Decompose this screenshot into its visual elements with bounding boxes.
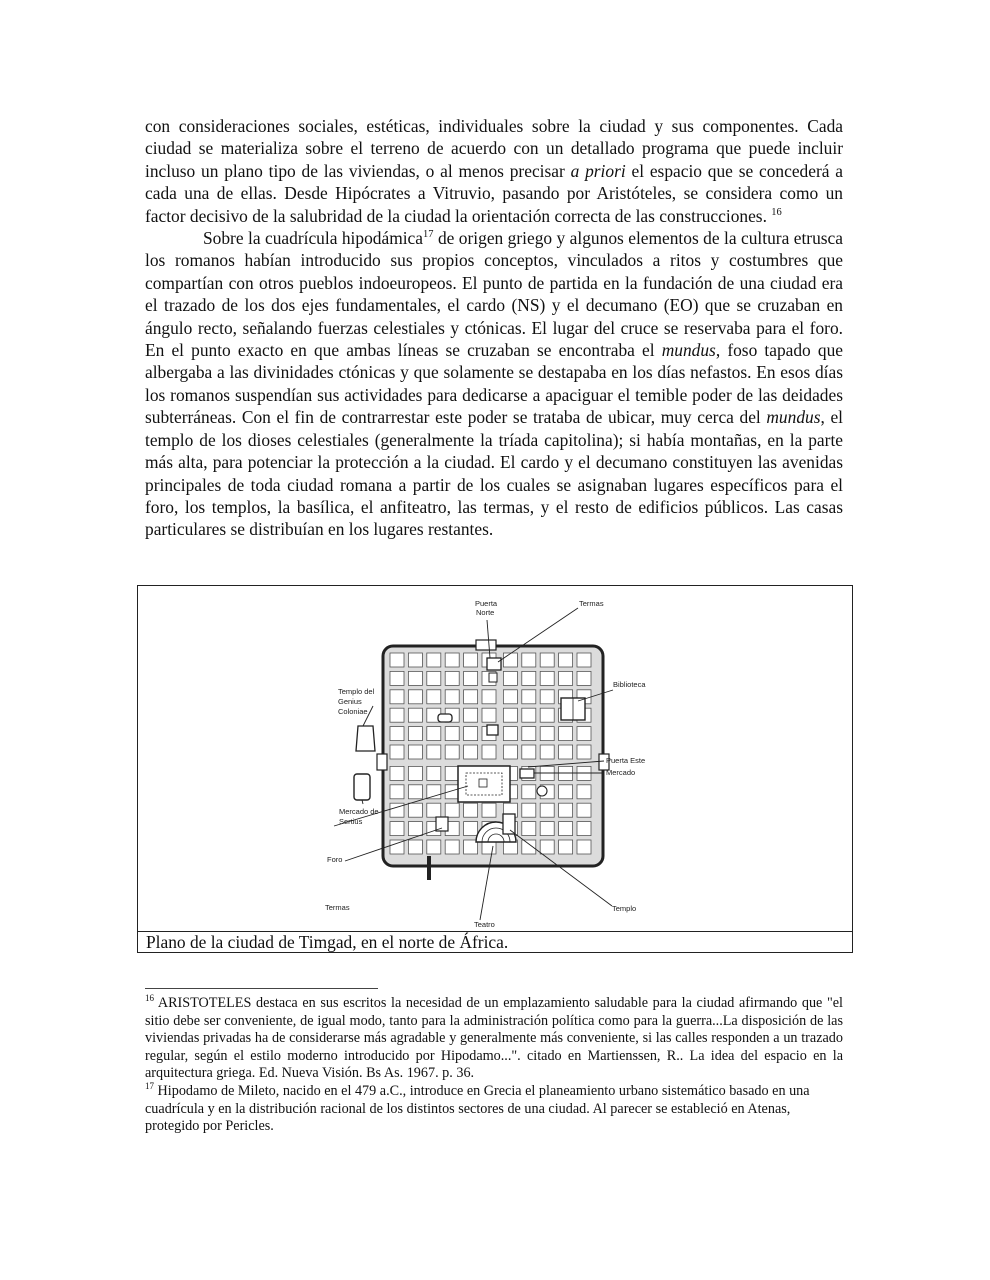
city-block bbox=[427, 785, 441, 799]
city-block bbox=[577, 727, 591, 741]
paragraph-2-text-b: de origen griego y algunos elementos de la cultura etrusca los romanos habían introducido sus propios conceptos, vinculados a ritos y costumbres que compartían con otros pueblos indoeuropeos. El punto de partida en la fundación de una ciudad era el trazado de los dos ejes fundamentales, el cardo (NS) y el decumano (EO) que se cruzaban en ángulo recto, señalando fuerzas celestiales y ctónicas. El lugar del cruce se reservaba para el foro. En el punto exacto en que ambas líneas se cruzaban se encontraba el bbox=[145, 228, 843, 361]
body-text bbox=[145, 115, 843, 541]
city-block bbox=[482, 745, 496, 759]
west-gate bbox=[377, 754, 387, 770]
city-block bbox=[540, 671, 554, 685]
paragraph-2-text-a: Sobre la cuadrícula hipodámica bbox=[203, 228, 423, 249]
city-block bbox=[390, 708, 404, 722]
city-block bbox=[445, 690, 459, 704]
paragraph-2 bbox=[145, 227, 843, 541]
timgad-plan-image bbox=[138, 586, 852, 931]
city-block bbox=[540, 653, 554, 667]
city-block bbox=[445, 803, 459, 817]
north-baths-annex bbox=[489, 673, 497, 682]
city-block bbox=[427, 727, 441, 741]
timgad-plan-cell bbox=[138, 586, 852, 932]
label-mercado-sertius-2: Sertius bbox=[339, 817, 363, 826]
city-block bbox=[464, 727, 478, 741]
city-block bbox=[427, 840, 441, 854]
label-termas-bottom: Termas bbox=[325, 903, 350, 912]
paragraph-2-italic-mundus-1: mundus bbox=[661, 340, 716, 361]
city-block bbox=[464, 653, 478, 667]
city-block bbox=[577, 671, 591, 685]
city-block bbox=[408, 840, 422, 854]
city-block bbox=[522, 653, 536, 667]
city-block bbox=[522, 822, 536, 836]
city-block bbox=[464, 690, 478, 704]
small-building bbox=[438, 714, 452, 722]
temple-building bbox=[503, 814, 515, 834]
footnote-16 bbox=[145, 995, 843, 1083]
city-block bbox=[522, 727, 536, 741]
label-templo-genius-1: Templo del bbox=[338, 687, 375, 696]
city-block bbox=[522, 803, 536, 817]
footnote-17-marker: 17 bbox=[145, 1080, 154, 1091]
north-baths-building bbox=[487, 658, 501, 670]
city-block bbox=[427, 803, 441, 817]
city-block bbox=[464, 822, 478, 836]
label-puerta-este: Puerta Este bbox=[606, 756, 646, 765]
label-mercado: Mercado bbox=[606, 768, 636, 777]
city-block bbox=[408, 822, 422, 836]
label-biblioteca: Biblioteca bbox=[613, 680, 646, 689]
city-block bbox=[445, 766, 459, 780]
city-block bbox=[559, 671, 573, 685]
footnote-17 bbox=[145, 1080, 843, 1136]
city-block bbox=[408, 690, 422, 704]
city-block bbox=[522, 671, 536, 685]
footnote-16-marker: 16 bbox=[145, 993, 154, 1003]
city-block bbox=[540, 745, 554, 759]
footnote-ref-16[interactable]: 16 bbox=[771, 206, 782, 218]
city-block bbox=[503, 690, 517, 704]
city-block bbox=[390, 785, 404, 799]
figure-table bbox=[137, 585, 853, 953]
city-block bbox=[540, 840, 554, 854]
paragraph-1-text-b: el espacio que se concederá a cada una de ellas. Desde Hipócrates a Vitruvio, pasando por Aristóteles, se considera como un factor decisivo de la salubridad de la ciudad la orientación correcta de las construcciones. bbox=[145, 160, 843, 226]
footnotes bbox=[145, 995, 843, 1136]
south-wall-marker bbox=[427, 856, 431, 880]
paragraph-2-text-d: , el templo de los dioses celestiales (generalmente la tríada capitolina); si había montañas, en la parte más alta, para potenciar la protección a la ciudad. El cardo y el decumano constituyen las avenidas principales de toda ciudad romana a partir de los cuales se asignaban lugares específicos para el foro, los templos, la basílica, el anfiteatro, las termas, y el resto de edificios públicos. Las casas particulares se distribuían en los lugares restantes. bbox=[145, 407, 843, 540]
city-block bbox=[408, 708, 422, 722]
city-block bbox=[464, 803, 478, 817]
footnote-ref-17[interactable]: 17 bbox=[423, 229, 434, 241]
label-templo-genius-3: Coloniae bbox=[338, 707, 368, 716]
city-block bbox=[503, 708, 517, 722]
label-mercado-sertius-1: Mercado de bbox=[339, 807, 379, 816]
paragraph-2-italic-mundus-2: mundus bbox=[766, 407, 821, 428]
city-block bbox=[445, 745, 459, 759]
city-block bbox=[427, 671, 441, 685]
city-block bbox=[427, 690, 441, 704]
city-block bbox=[390, 690, 404, 704]
city-block bbox=[390, 745, 404, 759]
paragraph-1-text-a: con consideraciones sociales, estéticas, individuales sobre la ciudad y sus componentes. Cada ciudad se materializa sobre el terreno de acuerdo con un detallado programa que puede incluir incluso un plano tipo de las viviendas, o al menos precisar bbox=[145, 116, 843, 181]
city-block bbox=[577, 803, 591, 817]
city-block bbox=[503, 653, 517, 667]
city-block bbox=[522, 745, 536, 759]
city-block bbox=[445, 653, 459, 667]
city-block bbox=[559, 745, 573, 759]
city-block bbox=[522, 690, 536, 704]
city-block bbox=[540, 690, 554, 704]
figure-caption: Plano de la ciudad de Timgad, en el norte de África. bbox=[146, 932, 509, 952]
city-block bbox=[559, 727, 573, 741]
city-block bbox=[390, 822, 404, 836]
east-market-building bbox=[520, 769, 534, 778]
city-block bbox=[577, 822, 591, 836]
city-block bbox=[503, 671, 517, 685]
city-block bbox=[522, 785, 536, 799]
label-puerta-norte-1: Puerta bbox=[475, 599, 498, 608]
footnote-16-text: ARISTOTELES destaca en sus escritos la necesidad de un emplazamiento saludable para la ciudad afirmando que "el sitio debe ser conveniente, de igual modo, tanto para la administración política como para la guerra...La disposición de las viviendas privadas ha de considerarse más agradable y generalmente más conveniente, si las calles responden a un trazado regular, según el estilo moderno introducido por Hipodamo...". citado en Martienssen, R.. La idea del espacio en la arquitectura griega. Ed. Nueva Visión. Bs As. 1967. p. 36. bbox=[145, 995, 843, 1082]
city-block bbox=[559, 803, 573, 817]
label-templo-genius-2: Genius bbox=[338, 697, 362, 706]
city-block bbox=[445, 727, 459, 741]
city-block bbox=[559, 822, 573, 836]
city-block bbox=[482, 708, 496, 722]
city-block bbox=[427, 745, 441, 759]
city-block bbox=[522, 840, 536, 854]
city-block bbox=[464, 708, 478, 722]
city-block bbox=[482, 803, 496, 817]
label-puerta-norte-2: Norte bbox=[476, 608, 495, 617]
city-block bbox=[559, 653, 573, 667]
city-block bbox=[445, 671, 459, 685]
small-temple bbox=[487, 725, 498, 735]
city-block bbox=[408, 671, 422, 685]
city-block bbox=[408, 766, 422, 780]
city-block bbox=[540, 822, 554, 836]
city-block bbox=[390, 727, 404, 741]
south-building bbox=[436, 817, 448, 831]
city-block bbox=[464, 671, 478, 685]
city-block bbox=[577, 840, 591, 854]
city-block bbox=[540, 727, 554, 741]
city-block bbox=[445, 840, 459, 854]
footnote-separator bbox=[145, 988, 378, 989]
market-rotunda bbox=[537, 786, 547, 796]
city-block bbox=[559, 840, 573, 854]
city-block bbox=[408, 803, 422, 817]
city-block bbox=[540, 708, 554, 722]
north-gate bbox=[476, 640, 496, 650]
city-block bbox=[503, 745, 517, 759]
genius-temple-building bbox=[356, 726, 375, 751]
paragraph-1-italic: a priori bbox=[570, 160, 626, 181]
forum-center bbox=[479, 779, 487, 787]
city-block bbox=[540, 803, 554, 817]
city-block bbox=[390, 671, 404, 685]
city-block bbox=[577, 785, 591, 799]
paragraph-1 bbox=[145, 115, 843, 227]
city-block bbox=[577, 653, 591, 667]
city-block bbox=[503, 727, 517, 741]
city-block bbox=[427, 766, 441, 780]
label-termas-top: Termas bbox=[579, 599, 604, 608]
city-block bbox=[390, 766, 404, 780]
city-block bbox=[408, 745, 422, 759]
footnote-17-text: Hipodamo de Mileto, nacido en el 479 a.C., introduce en Grecia el planeamiento urbano sistemático basado en una cuadrícula y en la distribución racional de los distintos sectores de una ciudad. Al parecer se estableció en Atenas, protegido por Pericles. bbox=[145, 1082, 810, 1135]
label-teatro: Teatro bbox=[474, 920, 495, 929]
sertius-market-building bbox=[354, 774, 370, 800]
label-foro: Foro bbox=[327, 855, 343, 864]
city-block bbox=[464, 745, 478, 759]
label-templo: Templo bbox=[612, 904, 637, 913]
city-block bbox=[408, 727, 422, 741]
city-block bbox=[408, 653, 422, 667]
city-block bbox=[559, 785, 573, 799]
city-block bbox=[427, 653, 441, 667]
city-block bbox=[522, 708, 536, 722]
city-block bbox=[408, 785, 422, 799]
paragraph-2-text-c: , foso tapado que albergaba a las divinidades ctónicas y que solamente se destapaba en los días nefastos. En esos días los romanos suspendían sus actividades para dedicarse a apaciguar el temible poder de las deidades subterráneas. Con el fin de contrarrestar este poder se trataba de ubicar, muy cerca del bbox=[145, 340, 844, 428]
city-block bbox=[577, 745, 591, 759]
city-block bbox=[390, 653, 404, 667]
city-block bbox=[482, 690, 496, 704]
